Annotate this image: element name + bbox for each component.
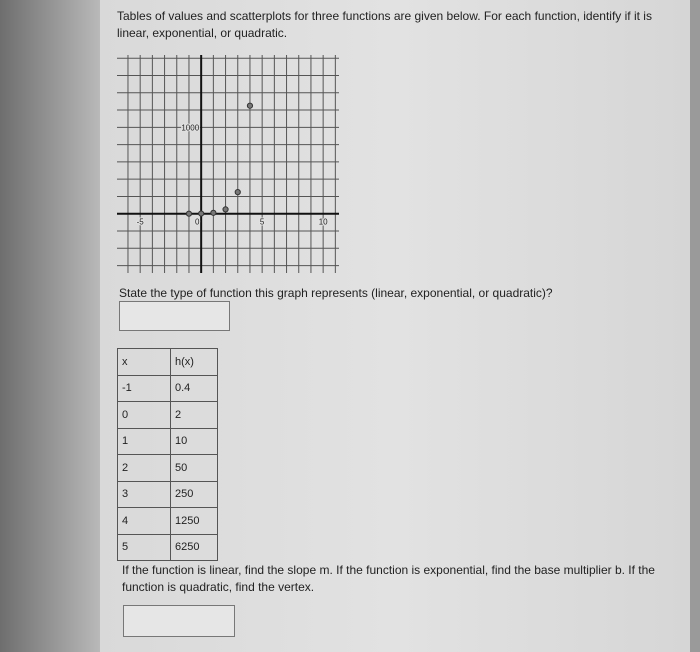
data-point — [235, 190, 240, 195]
x-tick-label: 10 — [318, 217, 328, 227]
question-1: State the type of function this graph represents (linear, exponential, or quadratic)? — [119, 286, 553, 300]
background-right — [690, 0, 700, 652]
intro-text: Tables of values and scatterplots for three functions are given below. For each function, identify if it is linear, exponential, or quadratic. — [117, 9, 652, 40]
background-left — [0, 0, 100, 652]
table-header — [118, 349, 218, 376]
hx-cell: 250 — [171, 481, 218, 508]
data-point — [199, 211, 204, 216]
x-cell: 2 — [118, 455, 171, 482]
x-cell: x — [118, 349, 171, 376]
hx-cell: h(x) — [171, 349, 218, 376]
table-row — [118, 375, 218, 402]
data-point — [211, 210, 216, 215]
question-2: If the function is linear, find the slope m. If the function is exponential, find the base multiplier b. If the function is quadratic, find the vertex. — [122, 563, 655, 594]
scatterplot — [117, 55, 339, 273]
x-cell: 4 — [118, 508, 171, 535]
hx-cell: 10 — [171, 428, 218, 455]
hx-cell: 50 — [171, 455, 218, 482]
table-row — [118, 534, 218, 561]
answer-input[interactable] — [123, 605, 235, 637]
function-type-input[interactable] — [119, 301, 230, 331]
x-tick-label: 0 — [194, 217, 200, 227]
y-tick-label: 1000 — [181, 123, 200, 133]
data-point — [186, 211, 191, 216]
values-table — [117, 348, 218, 561]
table-row — [118, 481, 218, 508]
table-row — [118, 508, 218, 535]
hx-cell: 6250 — [171, 534, 218, 561]
x-cell: 5 — [118, 534, 171, 561]
table-row — [118, 428, 218, 455]
hx-cell: 0.4 — [171, 375, 218, 402]
x-tick-label: 5 — [259, 217, 265, 227]
table-row — [118, 455, 218, 482]
hx-cell: 2 — [171, 402, 218, 429]
x-cell: 1 — [118, 428, 171, 455]
table-row — [118, 402, 218, 429]
data-point — [223, 207, 228, 212]
x-tick-label: -5 — [136, 217, 144, 227]
x-cell: 0 — [118, 402, 171, 429]
x-cell: -1 — [118, 375, 171, 402]
hx-cell: 1250 — [171, 508, 218, 535]
x-cell: 3 — [118, 481, 171, 508]
data-point — [247, 103, 252, 108]
